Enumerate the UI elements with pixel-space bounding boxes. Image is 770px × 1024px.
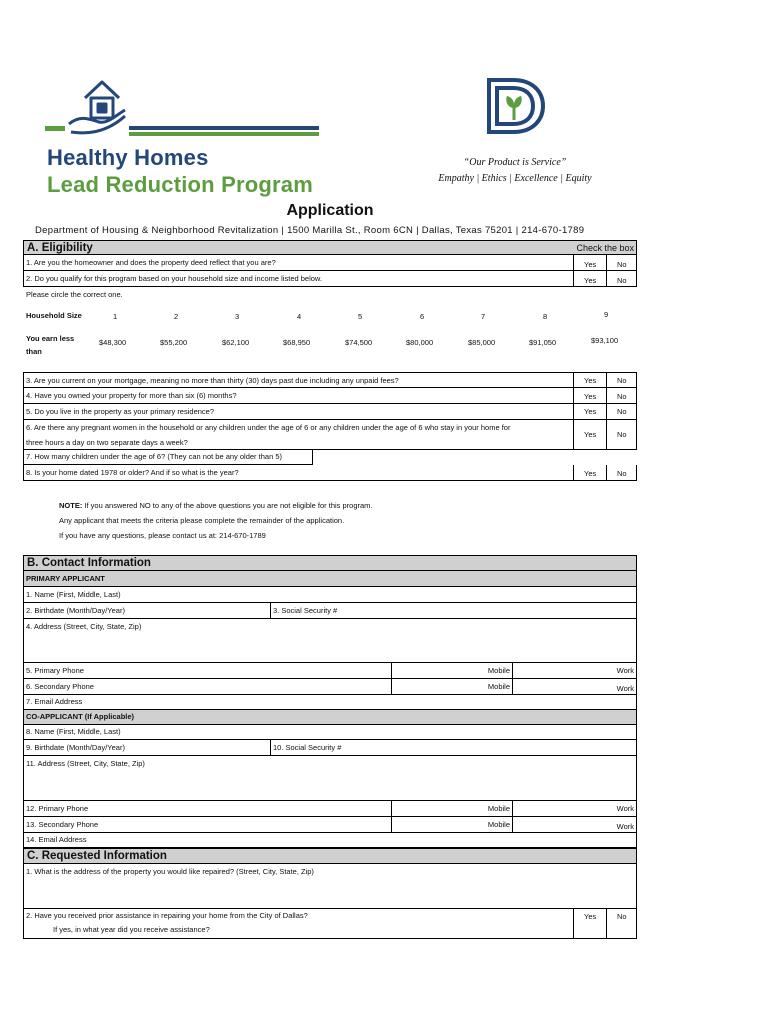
question-5-text: 5. Do you live in the property as your primary residence?	[26, 407, 215, 416]
note-label: NOTE:	[59, 501, 83, 510]
work-label: Work	[616, 666, 634, 675]
income-5[interactable]: $74,500	[345, 338, 373, 347]
address-field[interactable]	[23, 619, 637, 663]
q1-no[interactable]: No	[617, 260, 627, 269]
household-size-9[interactable]: 9	[604, 310, 609, 319]
email-field[interactable]	[23, 695, 637, 710]
prior-assistance-text: 2. Have you received prior assistance in repairing your home from the City of Dallas?	[26, 911, 308, 920]
name-field[interactable]	[23, 587, 637, 603]
co-applicant-label	[23, 710, 637, 725]
program-title-line1: Healthy Homes	[47, 145, 209, 170]
earn-less-label-1: You earn less	[26, 334, 75, 343]
property-address-field[interactable]	[23, 864, 637, 909]
name-label: 1. Name (First, Middle, Last)	[26, 590, 121, 599]
section-b-title: B. Contact Information	[27, 557, 151, 569]
secondary-phone-mobile-field[interactable]	[391, 679, 513, 694]
household-size-2[interactable]: 2	[174, 312, 179, 321]
income-2[interactable]: $55,200	[160, 338, 188, 347]
section-c-title: C. Requested Information	[27, 850, 167, 862]
eligibility-note	[59, 498, 373, 543]
q5-yes[interactable]: Yes	[584, 407, 597, 416]
co-name-field[interactable]	[23, 725, 637, 740]
co-address-label: 11. Address (Street, City, State, Zip)	[26, 759, 145, 768]
primary-phone-mobile-field[interactable]	[391, 663, 513, 678]
household-size-5[interactable]: 5	[358, 312, 363, 321]
question-7-text: 7. How many children under the age of 6? (They can not be any older than 5)	[26, 452, 282, 461]
note-line-3: If you have any questions, please contact us at: 214-670-1789	[59, 531, 266, 540]
household-size-7[interactable]: 7	[481, 312, 486, 321]
primary-applicant-label	[23, 571, 637, 587]
household-size-8[interactable]: 8	[543, 312, 548, 321]
section-a-title: A. Eligibility	[27, 242, 93, 254]
question-6-row	[23, 420, 637, 450]
secondary-phone-work-field[interactable]	[617, 681, 634, 696]
dallas-logo	[485, 78, 547, 134]
earn-less-label	[26, 332, 74, 358]
primary-phone-row	[23, 663, 637, 679]
question-8-row	[23, 465, 637, 481]
mobile-label: Mobile	[487, 804, 510, 813]
secondary-phone-label: 6. Secondary Phone	[26, 682, 94, 691]
primary-phone-work-field[interactable]	[617, 663, 634, 678]
question-4-row	[23, 388, 637, 404]
department-line: Department of Housing & Neighborhood Revitalization | 1500 Marilla St., Room 6CN | Dallas, Texas 75201 | 214-670-1789	[35, 225, 585, 236]
question-1-text: 1. Are you the homeowner and does the property deed reflect that you are?	[26, 258, 276, 267]
q1-yes[interactable]: Yes	[584, 260, 597, 269]
program-title-line2: Lead Reduction Program	[47, 172, 313, 197]
question-8-text: 8. Is your home dated 1978 or older? And if so what is the year?	[26, 468, 239, 477]
co-secondary-phone-label: 13. Secondary Phone	[26, 820, 99, 829]
question-6-text-2: three hours a day on two separate days a week?	[26, 438, 188, 447]
co-birthdate-row	[23, 740, 637, 756]
check-the-box-label: Check the box	[576, 243, 634, 253]
question-6-text-1: 6. Are there any pregnant women in the household or any children under the age of 6 or any children under the age of 6 who stay in your home for	[26, 423, 511, 432]
circle-instruction: Please circle the correct one.	[26, 290, 123, 299]
co-applicant-text: CO-APPLICANT (If Applicable)	[26, 712, 135, 721]
q4-no[interactable]: No	[617, 392, 627, 401]
question-2-row	[23, 271, 637, 287]
q6-yes[interactable]: Yes	[584, 430, 597, 439]
ssn-field[interactable]	[270, 603, 337, 618]
co-primary-phone-mobile-field[interactable]	[391, 801, 513, 816]
mobile-label: Mobile	[487, 820, 510, 829]
note-line-2: Any applicant that meets the criteria please complete the remainder of the application.	[59, 516, 345, 525]
section-a-header	[23, 240, 637, 255]
q8-yes[interactable]: Yes	[584, 469, 597, 478]
income-3[interactable]: $62,100	[222, 338, 250, 347]
income-9[interactable]: $93,100	[591, 336, 619, 345]
primary-applicant-text: PRIMARY APPLICANT	[26, 574, 105, 583]
primary-phone-label: 5. Primary Phone	[26, 666, 84, 675]
q6-no[interactable]: No	[617, 430, 627, 439]
income-7[interactable]: $85,000	[468, 338, 496, 347]
co-primary-phone-work-field[interactable]	[617, 801, 634, 816]
co-email-field[interactable]	[23, 833, 637, 848]
household-size-1[interactable]: 1	[113, 312, 118, 321]
address-label: 4. Address (Street, City, State, Zip)	[26, 622, 142, 631]
house-hand-logo	[45, 76, 320, 136]
property-address-label: 1. What is the address of the property you would like repaired? (Street, City, State, Zip)	[26, 867, 314, 876]
earn-less-label-2: than	[26, 347, 42, 356]
work-label: Work	[616, 684, 634, 693]
q4-yes[interactable]: Yes	[584, 392, 597, 401]
income-4[interactable]: $68,950	[283, 338, 311, 347]
household-size-label: Household Size	[26, 311, 82, 320]
motto-values: Empathy | Ethics | Excellence | Equity	[438, 173, 592, 184]
question-3-row	[23, 372, 637, 388]
household-size-3[interactable]: 3	[235, 312, 240, 321]
question-3-text: 3. Are you current on your mortgage, meaning no more than thirty (30) days past due including any unpaid fees?	[26, 376, 399, 385]
question-7-row	[23, 450, 313, 465]
q2-yes[interactable]: Yes	[584, 276, 597, 285]
section-b-header	[23, 555, 637, 571]
co-secondary-phone-row	[23, 817, 637, 833]
income-6[interactable]: $80,000	[406, 338, 434, 347]
section-c-header	[23, 848, 637, 864]
household-size-6[interactable]: 6	[420, 312, 425, 321]
mobile-label: Mobile	[487, 682, 510, 691]
mobile-label: Mobile	[487, 666, 510, 675]
co-primary-phone-row	[23, 801, 637, 817]
question-2-text: 2. Do you qualify for this program based on your household size and income listed below.	[26, 274, 323, 283]
income-1[interactable]: $48,300	[99, 338, 127, 347]
q8-no[interactable]: No	[617, 469, 627, 478]
co-ssn-field[interactable]	[270, 740, 341, 755]
household-size-4[interactable]: 4	[297, 312, 302, 321]
motto	[430, 155, 600, 187]
q3-yes[interactable]: Yes	[584, 376, 597, 385]
work-label: Work	[616, 822, 634, 831]
question-5-row	[23, 404, 637, 420]
secondary-phone-row	[23, 679, 637, 695]
question-1-row	[23, 255, 637, 271]
page-title: Application	[286, 202, 374, 219]
co-primary-phone-label: 12. Primary Phone	[26, 804, 89, 813]
motto-quote: “Our Product is Service”	[463, 157, 567, 168]
co-name-label: 8. Name (First, Middle, Last)	[26, 727, 121, 736]
prior-assistance-year: If yes, in what year did you receive assistance?	[53, 925, 210, 934]
q5-no[interactable]: No	[617, 407, 627, 416]
income-8[interactable]: $91,050	[529, 338, 557, 347]
co-birthdate-label: 9. Birthdate (Month/Day/Year)	[26, 743, 125, 752]
note-line-1: If you answered NO to any of the above questions you are not eligible for this program.	[82, 501, 373, 510]
work-label: Work	[616, 804, 634, 813]
co-ssn-label: 10. Social Security #	[273, 743, 342, 752]
birthdate-row	[23, 603, 637, 619]
ssn-label: 3. Social Security #	[273, 606, 338, 615]
co-secondary-phone-mobile-field[interactable]	[391, 817, 513, 832]
prior-assistance-yes[interactable]: Yes	[584, 912, 597, 921]
q3-no[interactable]: No	[617, 376, 627, 385]
co-address-field[interactable]	[23, 756, 637, 801]
co-secondary-phone-work-field[interactable]	[617, 819, 634, 834]
q2-no[interactable]: No	[617, 276, 627, 285]
email-label: 7. Email Address	[26, 697, 83, 706]
birthdate-label: 2. Birthdate (Month/Day/Year)	[26, 606, 125, 615]
prior-assistance-no[interactable]: No	[617, 912, 627, 921]
prior-assistance-row	[23, 909, 637, 939]
question-4-text: 4. Have you owned your property for more than six (6) months?	[26, 391, 237, 400]
co-email-label: 14. Email Address	[26, 835, 87, 844]
